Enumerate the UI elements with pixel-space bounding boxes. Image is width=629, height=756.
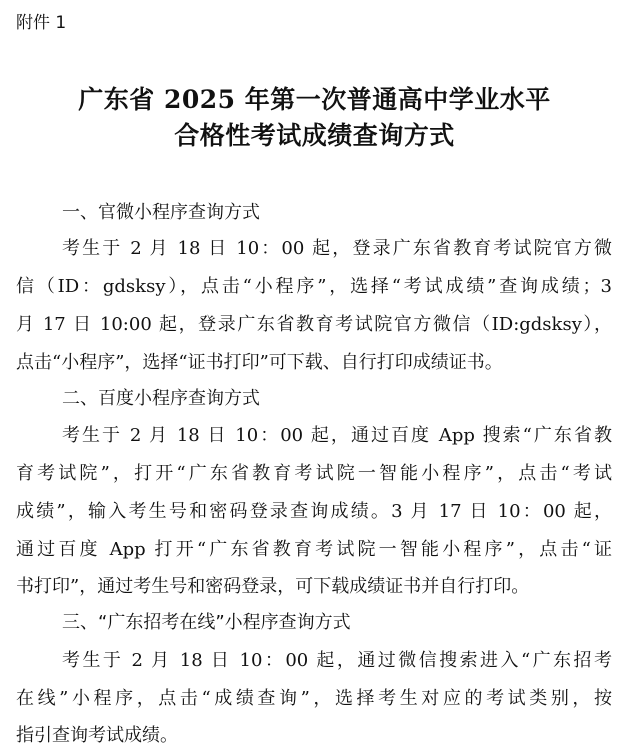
section-2-heading: 二、百度小程序查询方式	[62, 388, 260, 409]
document-title-line-1: 广东省 2025 年第一次普通高中学业水平	[78, 85, 551, 114]
document-title-line-2: 合格性考试成绩查询方式	[174, 121, 455, 150]
section-1-line-1: 考生于 2 月 18 日 10：00 起，登录广东省教育考试院官方微	[62, 238, 612, 259]
section-2-line-2: 育考试院”，打开“广东省教育考试院一智能小程序”，点击“考试	[16, 463, 612, 484]
section-2-line-4: 通过百度 App 打开“广东省教育考试院一智能小程序”，点击“证	[16, 539, 612, 560]
section-3-heading: 三、“广东招考在线”小程序查询方式	[62, 612, 351, 633]
section-2-line-1: 考生于 2 月 18 日 10：00 起，通过百度 App 搜索“广东省教	[62, 425, 612, 446]
section-1-heading: 一、官微小程序查询方式	[62, 202, 260, 223]
section-2-line-5: 书打印”，通过考生号和密码登录，可下载成绩证书并自行打印。	[16, 576, 530, 597]
section-1-line-3: 月 17 日 10:00 起，登录广东省教育考试院官方微信（ID:gdsksy），	[16, 314, 612, 335]
section-3-line-1: 考生于 2 月 18 日 10：00 起，通过微信搜索进入“广东招考	[62, 650, 612, 671]
section-2-line-3: 成绩”，输入考生号和密码登录查询成绩。3 月 17 日 10：00 起，	[16, 501, 612, 522]
section-3-line-3: 指引查询考试成绩。	[16, 725, 178, 746]
section-1-line-4: 点击“小程序”，选择“证书打印”可下载、自行打印成绩证书。	[16, 352, 503, 373]
section-3-line-2: 在线”小程序，点击“成绩查询”，选择考生对应的考试类别，按	[16, 688, 612, 709]
attachment-label: 附件 1	[16, 13, 67, 33]
section-1-line-2: 信（ID：gdsksy），点击“小程序”，选择“考试成绩”查询成绩；3	[16, 276, 612, 297]
